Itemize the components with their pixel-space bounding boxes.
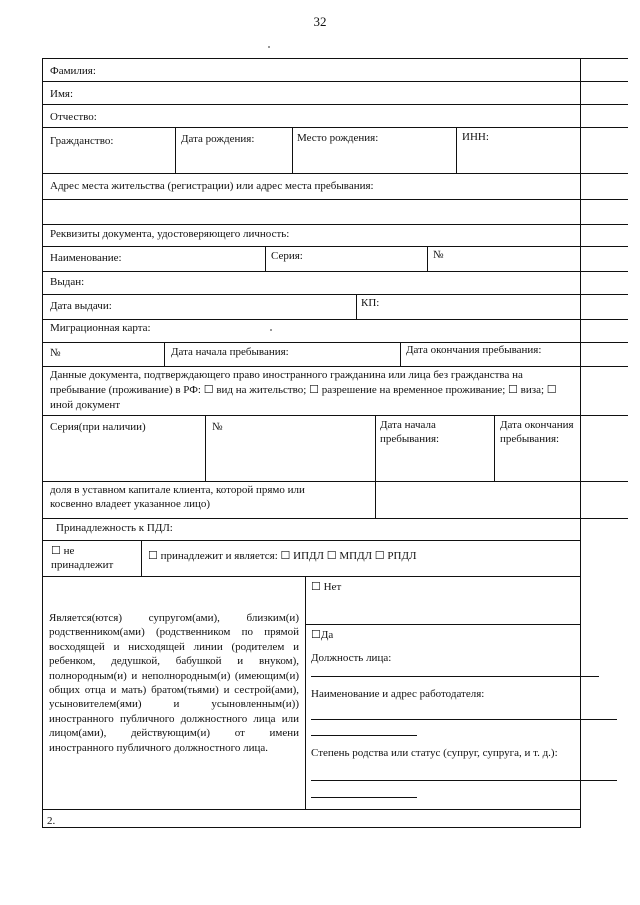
- id-document-label: Реквизиты документа, удостоверяющего личность:: [50, 228, 290, 240]
- rd-end-label-line2: пребывания:: [500, 433, 560, 445]
- employer-fill-line: [311, 719, 617, 720]
- row-line: [42, 104, 581, 105]
- no-checkbox[interactable]: ☐ Нет: [311, 581, 342, 593]
- doc-name-label: Наименование:: [50, 252, 122, 264]
- migration-card-label: Миграционная карта:: [50, 322, 151, 334]
- row-line: [305, 624, 581, 625]
- series-if-any-label: Серия(при наличии): [50, 421, 146, 433]
- residence-doc-line1: Данные документа, подтверждающего право иностранного гражданина или лица без гражданства на: [50, 369, 523, 381]
- kinship-fill-line: [311, 780, 617, 781]
- margin-line: [580, 81, 628, 82]
- citizenship-label: Гражданство:: [50, 135, 114, 147]
- mc-number-label: №: [50, 347, 61, 359]
- issue-date-label: Дата выдачи:: [50, 300, 112, 312]
- margin-line: [580, 127, 628, 128]
- margin-line: [580, 224, 628, 225]
- not-belongs-label: принадлежит: [51, 559, 114, 571]
- belongs-checkboxes[interactable]: ☐ принадлежит и является: ☐ ИПДЛ ☐ МПДЛ ☐ РПДЛ: [148, 550, 417, 562]
- scan-speck: [270, 329, 272, 331]
- issued-by-label: Выдан:: [50, 276, 85, 288]
- row-line: [42, 81, 581, 82]
- col-line: [175, 127, 176, 173]
- form-bottom-border: [42, 827, 581, 828]
- rd-number-label: №: [212, 421, 223, 433]
- employer-label: Наименование и адрес работодателя:: [311, 688, 485, 700]
- row-line: [42, 342, 581, 343]
- kp-label: КП:: [361, 297, 380, 309]
- row-line: [42, 199, 581, 200]
- margin-line: [580, 481, 628, 482]
- inn-label: ИНН:: [462, 131, 489, 143]
- position-fill-line: [311, 676, 599, 677]
- rd-start-label-line2: пребывания:: [380, 433, 440, 445]
- stay-end-label: Дата окончания пребывания:: [406, 344, 542, 356]
- margin-line: [580, 342, 628, 343]
- margin-line: [580, 246, 628, 247]
- birth-place-label: Место рождения:: [297, 132, 379, 144]
- col-line: [427, 246, 428, 271]
- margin-line: [580, 319, 628, 320]
- surname-label: Фамилия:: [50, 65, 96, 77]
- kinship-label: Степень родства или статус (супруг, супруга, и т. д.):: [311, 747, 558, 759]
- series-label: Серия:: [271, 250, 303, 262]
- col-line: [265, 246, 266, 271]
- col-line: [305, 576, 306, 809]
- row-line: [42, 224, 581, 225]
- row-line: [42, 540, 581, 541]
- col-line: [292, 127, 293, 173]
- residence-doc-line3: иной документ: [50, 399, 121, 411]
- row-line: [42, 246, 581, 247]
- share-label-line1: доля в уставном капитале клиента, которой прямо или: [50, 484, 305, 496]
- pdl-header: Принадлежность к ПДЛ:: [56, 522, 173, 534]
- share-label-line2: косвенно владеет указанное лицо): [50, 498, 211, 510]
- page-number: 32: [313, 14, 327, 29]
- row-line: [42, 271, 581, 272]
- col-line: [141, 540, 142, 576]
- margin-line: [580, 58, 628, 59]
- row-line: [42, 576, 581, 577]
- col-line: [456, 127, 457, 173]
- margin-line: [580, 294, 628, 295]
- not-belongs-checkbox[interactable]: ☐ не: [51, 545, 75, 557]
- row-line: [42, 127, 581, 128]
- row-line: [42, 319, 581, 320]
- address-label: Адрес места жительства (регистрации) или адрес места пребывания:: [50, 180, 374, 192]
- col-line: [164, 342, 165, 366]
- col-line: [375, 415, 376, 518]
- margin-line: [580, 271, 628, 272]
- stay-start-label: Дата начала пребывания:: [171, 346, 289, 358]
- margin-line: [580, 104, 628, 105]
- rd-end-label-line1: Дата окончания: [500, 419, 574, 431]
- employer-fill-line-2: [311, 735, 417, 736]
- col-line: [400, 342, 401, 366]
- relation-paragraph: Является(ются) супругом(ами), близким(и) родственником(ами) (родственником по прямой восходящей и нисходящей линии (родителем и ребенком, дедушкой, бабушкой и внуком), полнородным(и) и неполнородным(и) (имеющим(и) общих отца и мать) братом(тьями) и сестрой(ами), усыновителем(ями) и усыновленным(и)) иностранного публичного должностного лица или лицом(ами), действующим(и) от имени иностранного публичного должностного лица.: [49, 612, 299, 754]
- patronymic-label: Отчество:: [50, 111, 97, 123]
- col-line: [205, 415, 206, 481]
- margin-line: [580, 173, 628, 174]
- row-line: [42, 415, 581, 416]
- margin-line: [580, 199, 628, 200]
- rd-start-label-line1: Дата начала: [380, 419, 436, 431]
- yes-checkbox[interactable]: ☐Да: [311, 629, 334, 641]
- residence-doc-line2: пребывание (проживание) в РФ: ☐ вид на жительство; ☐ разрешение на временное проживание; ☐ виза; ☐: [50, 384, 557, 396]
- row-line: [42, 481, 581, 482]
- kinship-fill-line-2: [311, 797, 417, 798]
- margin-line: [580, 366, 628, 367]
- birth-date-label: Дата рождения:: [181, 133, 255, 145]
- doc-number-label: №: [433, 249, 444, 261]
- form-top-border: [42, 58, 581, 59]
- scan-speck: [268, 46, 270, 48]
- row-line: [42, 294, 581, 295]
- row-line: [42, 809, 581, 810]
- margin-line: [580, 415, 628, 416]
- row-line: [42, 366, 581, 367]
- row-line: [42, 518, 581, 519]
- item-2-label: 2.: [47, 815, 56, 827]
- name-label: Имя:: [50, 88, 74, 100]
- row-line: [42, 173, 581, 174]
- col-line: [356, 294, 357, 319]
- position-label: Должность лица:: [311, 652, 392, 664]
- margin-line: [580, 518, 628, 519]
- col-line: [494, 415, 495, 481]
